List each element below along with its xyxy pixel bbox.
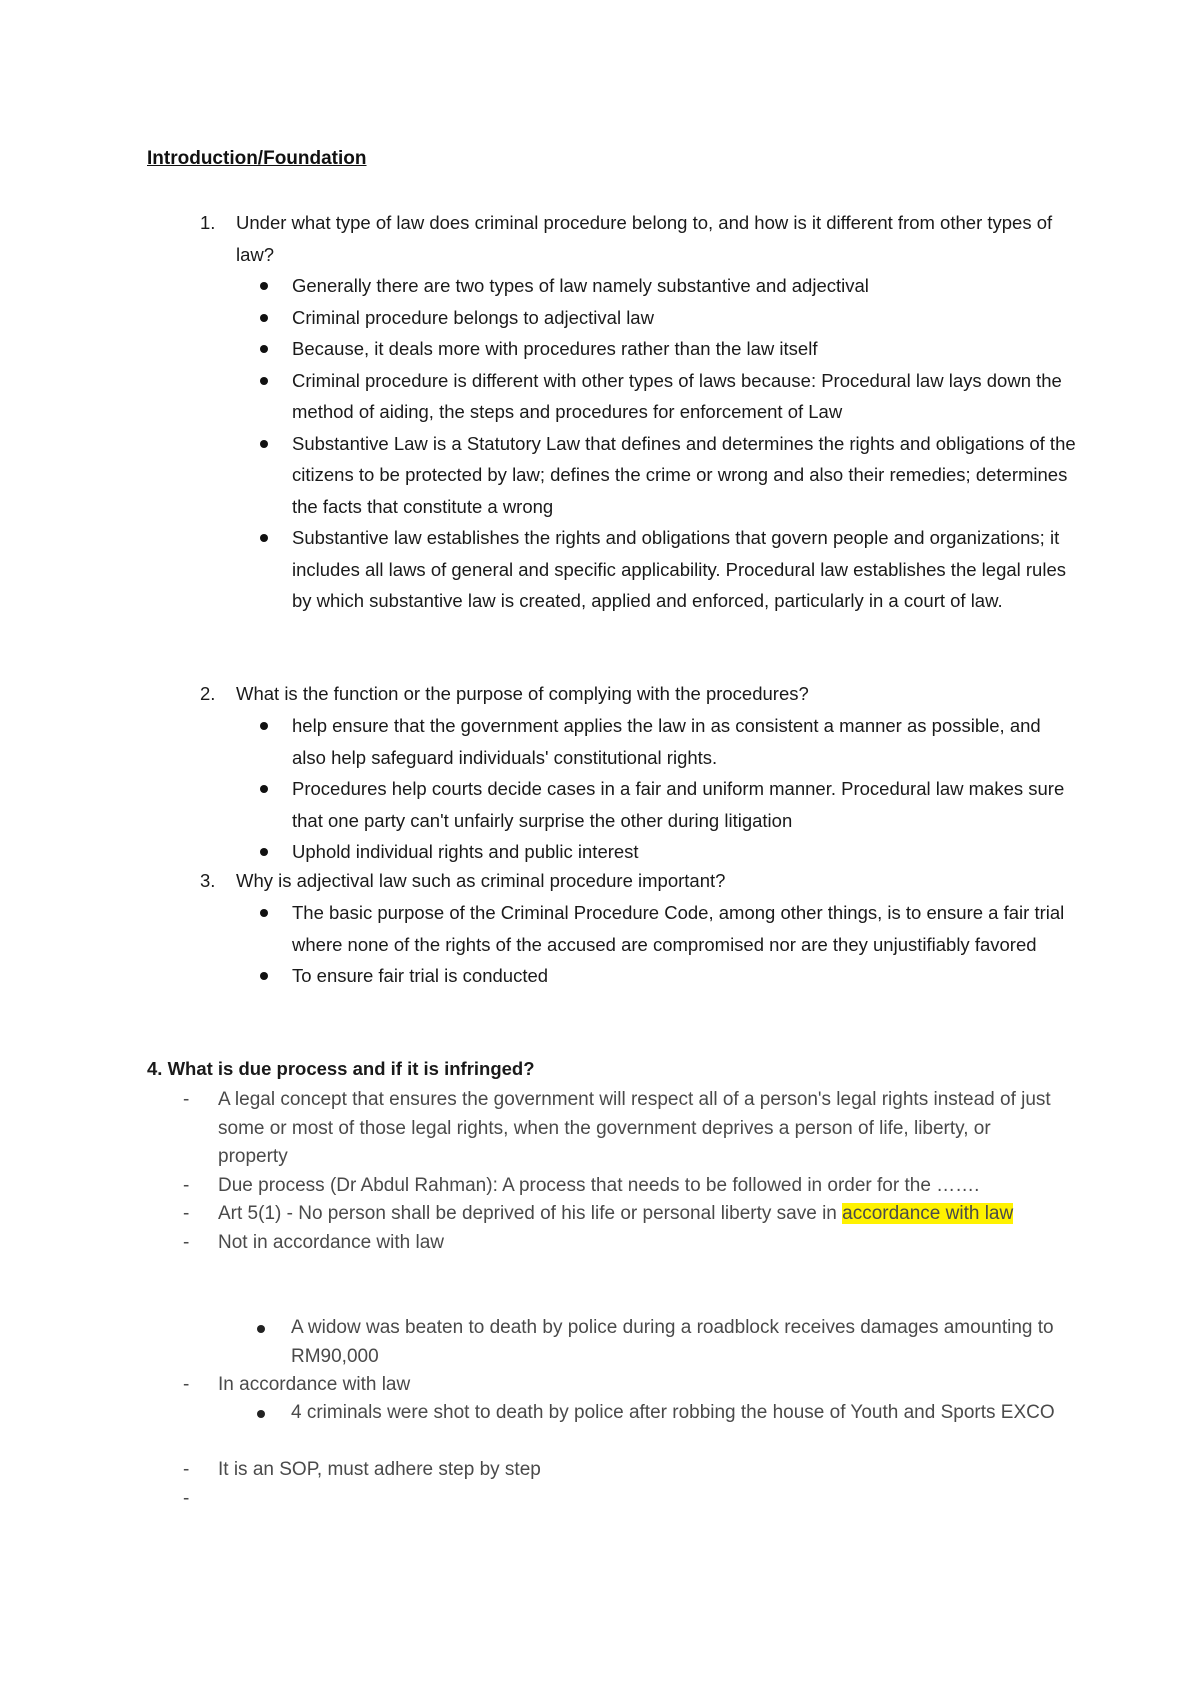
sop-list: [183, 1456, 1063, 1509]
list-item: [236, 522, 1076, 617]
list-item: [183, 1172, 1063, 1201]
in-accordance-list: [183, 1371, 1063, 1400]
dash-marker: -: [183, 1231, 190, 1253]
bullet-icon: [260, 345, 268, 353]
bullet-text: Substantive law establishes the rights and obligations that govern people and organizations; it includes all laws of general and specific applicability. Procedural law establishes the legal rules by which substantive law is created, applied and enforced, particularly in a court of law.: [292, 527, 1066, 611]
in-accordance-examples: [255, 1399, 1055, 1428]
list-item: [183, 1229, 1063, 1258]
question-2: [200, 678, 1080, 710]
list-item: [255, 1314, 1055, 1371]
dash-marker: -: [183, 1174, 190, 1196]
question-3: [200, 865, 1080, 897]
section-title: Introduction/Foundation: [147, 148, 367, 169]
bullet-text: Generally there are two types of law namely substantive and adjectival: [292, 275, 869, 296]
question-2-answers: [236, 710, 1076, 868]
bullet-text: Criminal procedure is different with other types of laws because: Procedural law lays down the method of aiding, the steps and procedures for enforcement of Law: [292, 369, 1062, 422]
bullet-icon: [260, 440, 268, 448]
bullet-icon: [260, 377, 268, 385]
question-number: 1.: [200, 212, 216, 233]
bullet-icon: [260, 722, 268, 730]
art-text: Art 5(1) - No person shall be deprived of his life or personal liberty save in: [218, 1203, 843, 1224]
dash-marker: -: [183, 1374, 190, 1395]
bullet-text: Because, it deals more with procedures rather than the law itself: [292, 338, 818, 359]
list-item: [236, 773, 1076, 836]
list-item: [236, 302, 1076, 334]
item-text: A legal concept that ensures the government will respect all of a person's legal rights instead of just some or most of those legal rights, when the government deprives a person of life, liberty, or property: [218, 1089, 1051, 1167]
item-text: 4 criminals were shot to death by police after robbing the house of Youth and Sports EXCO: [291, 1402, 1055, 1423]
question-1: [200, 207, 1080, 270]
list-item: [236, 710, 1076, 773]
list-item: [236, 270, 1076, 302]
list-item: [236, 897, 1076, 960]
dash-marker: -: [183, 1487, 190, 1509]
bullet-icon: [260, 314, 268, 322]
bullet-text: Criminal procedure belongs to adjectival law: [292, 306, 654, 328]
question-text: Under what type of law does criminal procedure belong to, and how is it different from other types of law?: [236, 212, 1053, 265]
question-number: 2.: [200, 683, 216, 704]
bullet-icon: [260, 785, 268, 793]
dash-marker: -: [183, 1203, 190, 1224]
item-text: Due process (Dr Abdul Rahman): A process that needs to be followed in order for the …….: [218, 1174, 980, 1196]
list-item: [183, 1086, 1063, 1172]
question-4-heading: 4. What is due process and if it is infringed?: [147, 1058, 535, 1079]
dash-marker: -: [183, 1089, 190, 1110]
dash-marker: -: [183, 1459, 190, 1480]
list-item: [255, 1399, 1055, 1428]
question-number: 3.: [200, 870, 216, 891]
list-item: [236, 428, 1076, 523]
bullet-icon: [260, 282, 268, 290]
bullet-text: Substantive Law is a Statutory Law that defines and determines the rights and obligations of the citizens to be protected by law; defines the crime or wrong and also their remedies; determines the facts that constitute a wrong: [292, 432, 1076, 517]
question-text: What is the function or the purpose of complying with the procedures?: [236, 683, 809, 704]
list-item: [183, 1456, 1063, 1485]
item-text: A widow was beaten to death by police during a roadblock receives damages amounting to RM90,000: [291, 1317, 1054, 1367]
list-item: [236, 960, 1076, 992]
bullet-text: help ensure that the government applies the law in as consistent a manner as possible, and also help safeguard individuals' constitutional rights.: [292, 715, 1041, 768]
list-item: [236, 333, 1076, 365]
list-item: [236, 365, 1076, 428]
bullet-icon: [257, 1325, 265, 1333]
bullet-icon: [260, 848, 268, 856]
bullet-text: Uphold individual rights and public interest: [292, 841, 639, 862]
question-text: Why is adjectival law such as criminal procedure important?: [236, 870, 726, 891]
item-text: In accordance with law: [218, 1374, 411, 1395]
bullet-icon: [260, 972, 268, 980]
question-1-answers: [236, 270, 1076, 617]
item-text: It is an SOP, must adhere step by step: [218, 1459, 541, 1480]
highlighted-text: accordance with law: [842, 1203, 1014, 1224]
list-item: [236, 836, 1076, 868]
bullet-icon: [260, 534, 268, 542]
not-accordance-examples: [255, 1314, 1055, 1371]
list-item: [183, 1200, 1063, 1229]
list-item: [183, 1371, 1063, 1400]
bullet-text: To ensure fair trial is conducted: [292, 965, 549, 986]
bullet-text: Procedures help courts decide cases in a fair and uniform manner. Procedural law makes sure that one party can't unfairly surprise the other during litigation: [292, 778, 1065, 831]
bullet-text: The basic purpose of the Criminal Procedure Code, among other things, is to ensure a fair trial where none of the rights of the accused are compromised nor are they unjustifiably favored: [292, 902, 1065, 955]
bullet-icon: [260, 909, 268, 917]
item-text: Not in accordance with law: [218, 1231, 444, 1253]
due-process-list: [183, 1086, 1063, 1257]
bullet-icon: [257, 1410, 265, 1418]
question-3-answers: [236, 897, 1076, 992]
